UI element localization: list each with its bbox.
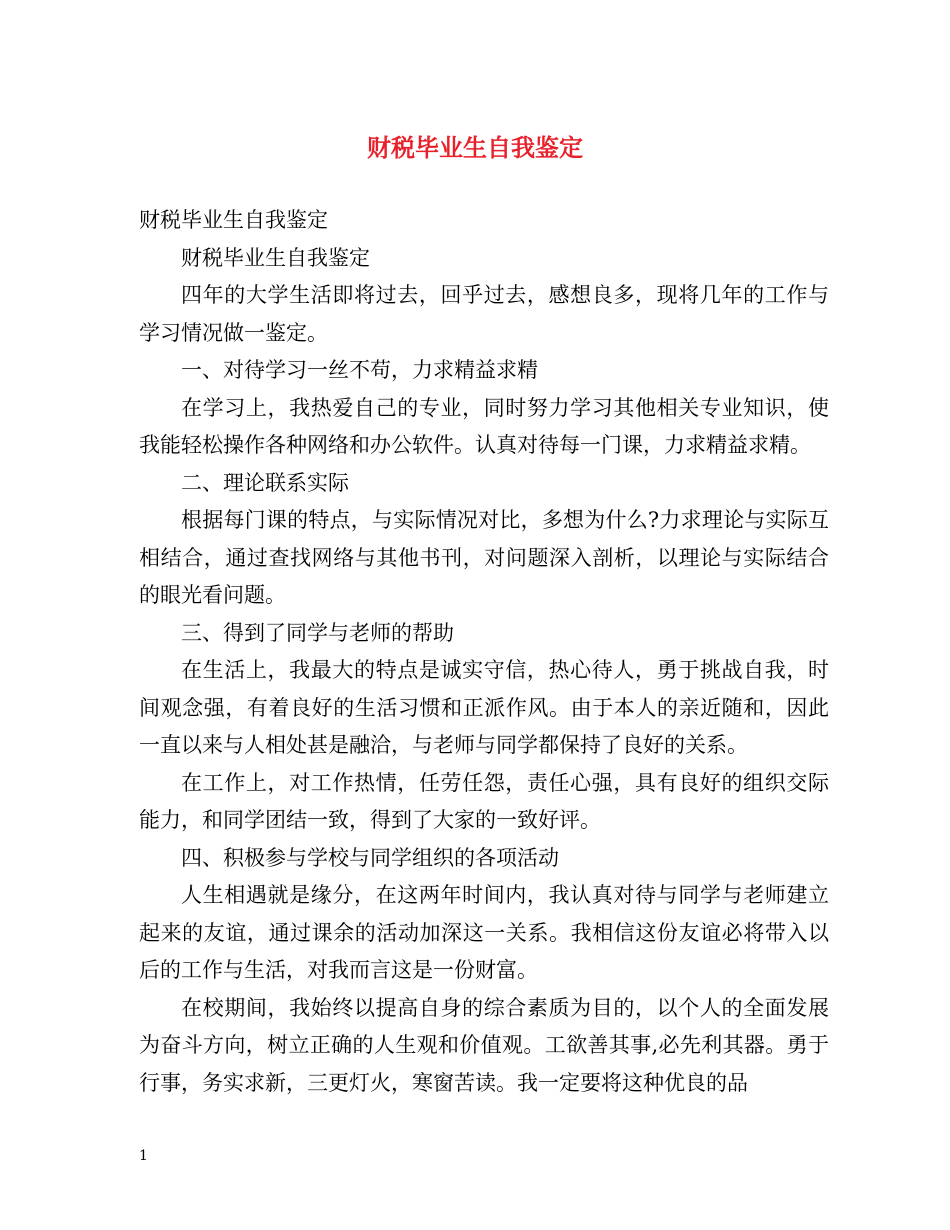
paragraph-life: 在生活上，我最大的特点是诚实守信，热心待人，勇于挑战自我，时间观念强，有着良好的生活习惯和正派作风。由于本人的亲近随和，因此一直以来与人相处甚是融洽，与老师与同学都保持了良好的关系。 <box>139 658 829 757</box>
section-heading-3: 三、得到了同学与老师的帮助 <box>181 620 454 645</box>
section-heading-1: 一、对待学习一丝不苟，力求精益求精 <box>181 358 538 382</box>
paragraph-friendship: 人生相遇就是缘分，在这两年时间内，我认真对待与同学与老师建立起来的友谊，通过课余的活动加深这一关系。我相信这份友谊必将带入以后的工作与生活，对我而言这是一份财富。 <box>139 883 829 982</box>
paragraph-theory: 根据每门课的特点，与实际情况对比，多想为什么?力求理论与实际互相结合，通过查找网络与其他书刊，对问题深入剖析，以理论与实际结合的眼光看问题。 <box>139 508 829 607</box>
paragraph-study: 在学习上，我热爱自己的专业，同时努力学习其他相关专业知识，使我能轻松操作各种网络和办公软件。认真对待每一门课，力求精益求精。 <box>139 395 829 457</box>
body-subheading: 财税毕业生自我鉴定 <box>181 245 370 270</box>
document-title: 财税毕业生自我鉴定 <box>367 133 583 162</box>
paragraph-school: 在校期间，我始终以提高自身的综合素质为目的，以个人的全面发展为奋斗方向，树立正确的人生观和价值观。工欲善其事,必先利其器。勇于行事，务实求新，三更灯火，寒窗苦读。我一定要将这种优良的品 <box>139 995 829 1095</box>
page-number: 1 <box>139 1148 148 1164</box>
section-heading-4: 四、积极参与学校与同学组织的各项活动 <box>181 845 559 870</box>
body-heading: 财税毕业生自我鉴定 <box>139 208 328 232</box>
paragraph-intro: 四年的大学生活即将过去，回乎过去，感想良多，现将几年的工作与学习情况做一鉴定。 <box>139 283 829 345</box>
paragraph-work: 在工作上，对工作热情，任劳任怨，责任心强，具有良好的组织交际能力，和同学团结一致，得到了大家的一致好评。 <box>139 770 829 832</box>
document-body <box>139 202 829 1102</box>
section-heading-2: 二、理论联系实际 <box>181 470 349 495</box>
